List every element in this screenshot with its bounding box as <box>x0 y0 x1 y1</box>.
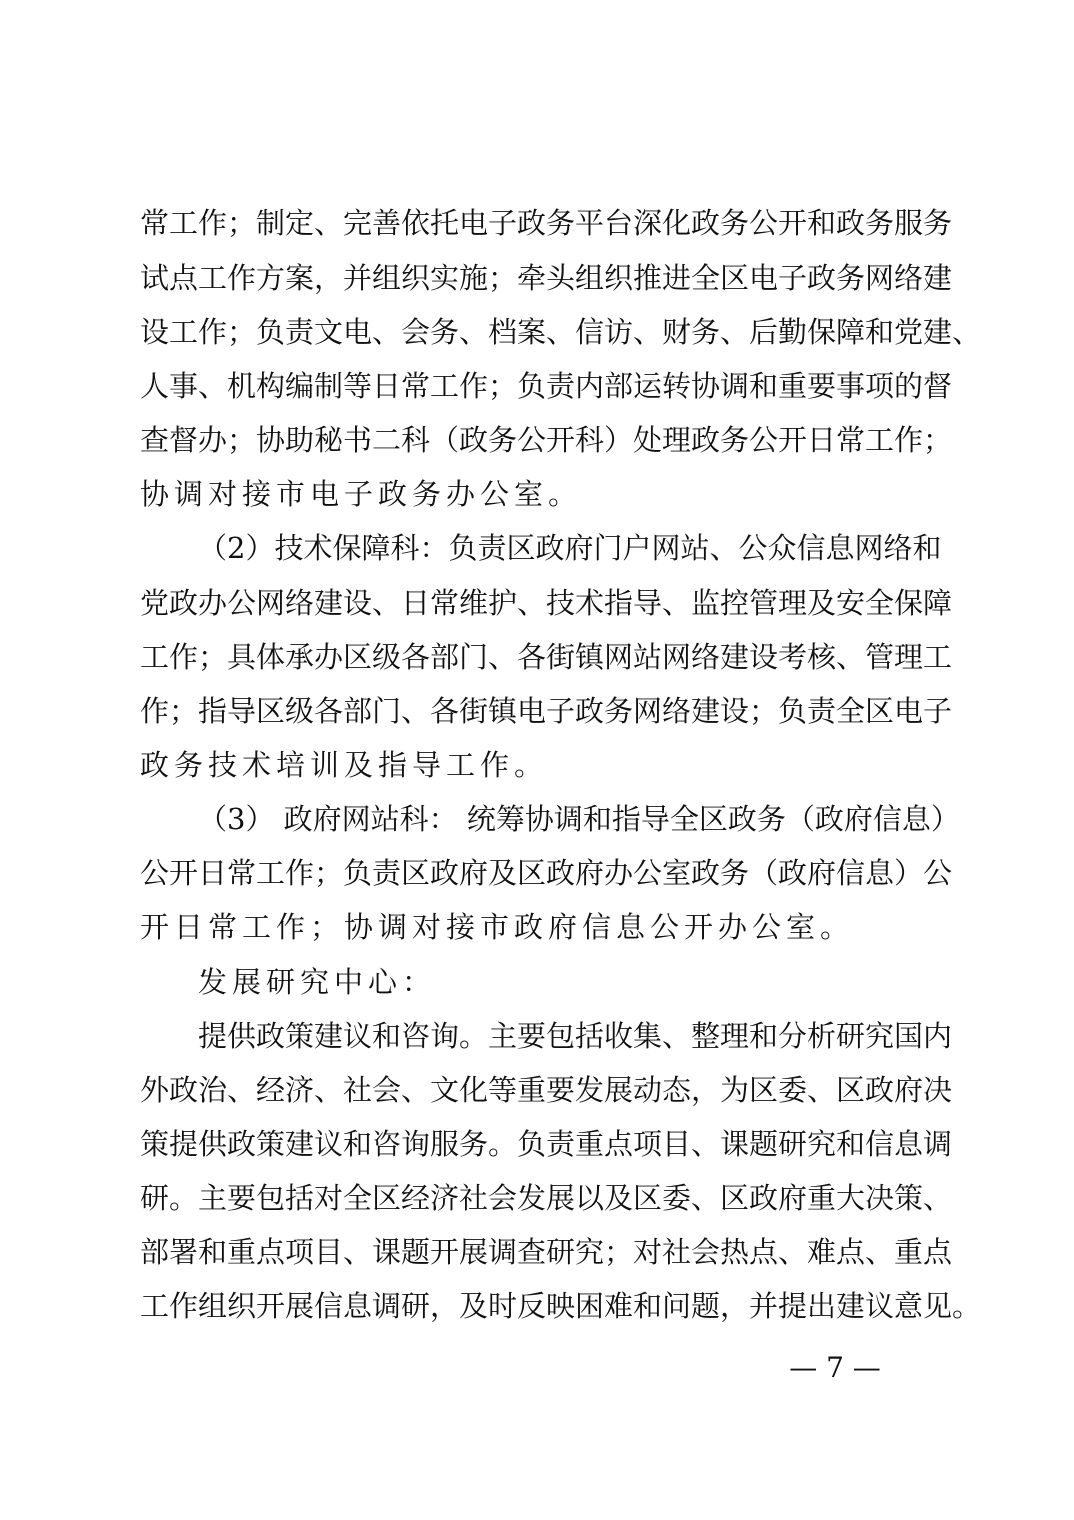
page-number: — 7 — <box>789 1351 881 1384</box>
text-line-2: 试点工作方案，并组织实施；牵头组织推进全区电子政务网络建 <box>140 261 953 295</box>
text-line-19: 研。主要包括对全区经济社会发展以及区委、区政府重大决策、 <box>140 1181 953 1215</box>
text-line-7: （2）技术保障科：负责区政府门户网站、公众信息网络和 <box>198 531 942 565</box>
text-line-3: 设工作；负责文电、会务、档案、信访、财务、后勤保障和党建、 <box>140 315 982 349</box>
text-line-20: 部署和重点项目、课题开展调查研究；对社会热点、难点、重点 <box>140 1235 953 1269</box>
text-line-5: 查督办；协助秘书二科（政务公开科）处理政务公开日常工作； <box>140 423 953 457</box>
text-line-18: 策提供政策建议和咨询服务。负责重点项目、课题研究和信息调 <box>140 1127 953 1161</box>
text-line-4: 人事、机构编制等日常工作；负责内部运转协调和重要事项的督 <box>140 369 953 403</box>
text-line-1: 常工作；制定、完善依托电子政务平台深化政务公开和政务服务 <box>140 206 953 240</box>
text-line-6: 协调对接市电子政务办公室。 <box>140 477 583 511</box>
text-line-8: 党政办公网络建设、日常维护、技术指导、监控管理及安全保障 <box>140 586 953 620</box>
text-line-16: 提供政策建议和咨询。主要包括收集、整理和分析研究国内 <box>198 1019 953 1053</box>
text-line-10: 作；指导区级各部门、各街镇电子政务网络建设；负责全区电子 <box>140 694 953 728</box>
section-heading: 发展研究中心： <box>198 965 437 999</box>
text-line-11: 政务技术培训及指导工作。 <box>140 748 549 782</box>
text-line-9: 工作；具体承办区级各部门、各街镇网站网络建设考核、管理工 <box>140 640 953 674</box>
text-line-14: 开日常工作；协调对接市政府信息公开办公室。 <box>140 910 855 944</box>
text-line-21: 工作组织开展信息调研，及时反映困难和问题，并提出建议意见。 <box>140 1289 982 1323</box>
text-line-12: （3） 政府网站科： 统筹协调和指导全区政务（政府信息） <box>198 802 960 836</box>
text-line-17: 外政治、经济、社会、文化等重要发展动态，为区委、区政府决 <box>140 1073 953 1107</box>
text-line-13: 公开日常工作；负责区政府及区政府办公室政务（政府信息）公 <box>140 856 953 890</box>
